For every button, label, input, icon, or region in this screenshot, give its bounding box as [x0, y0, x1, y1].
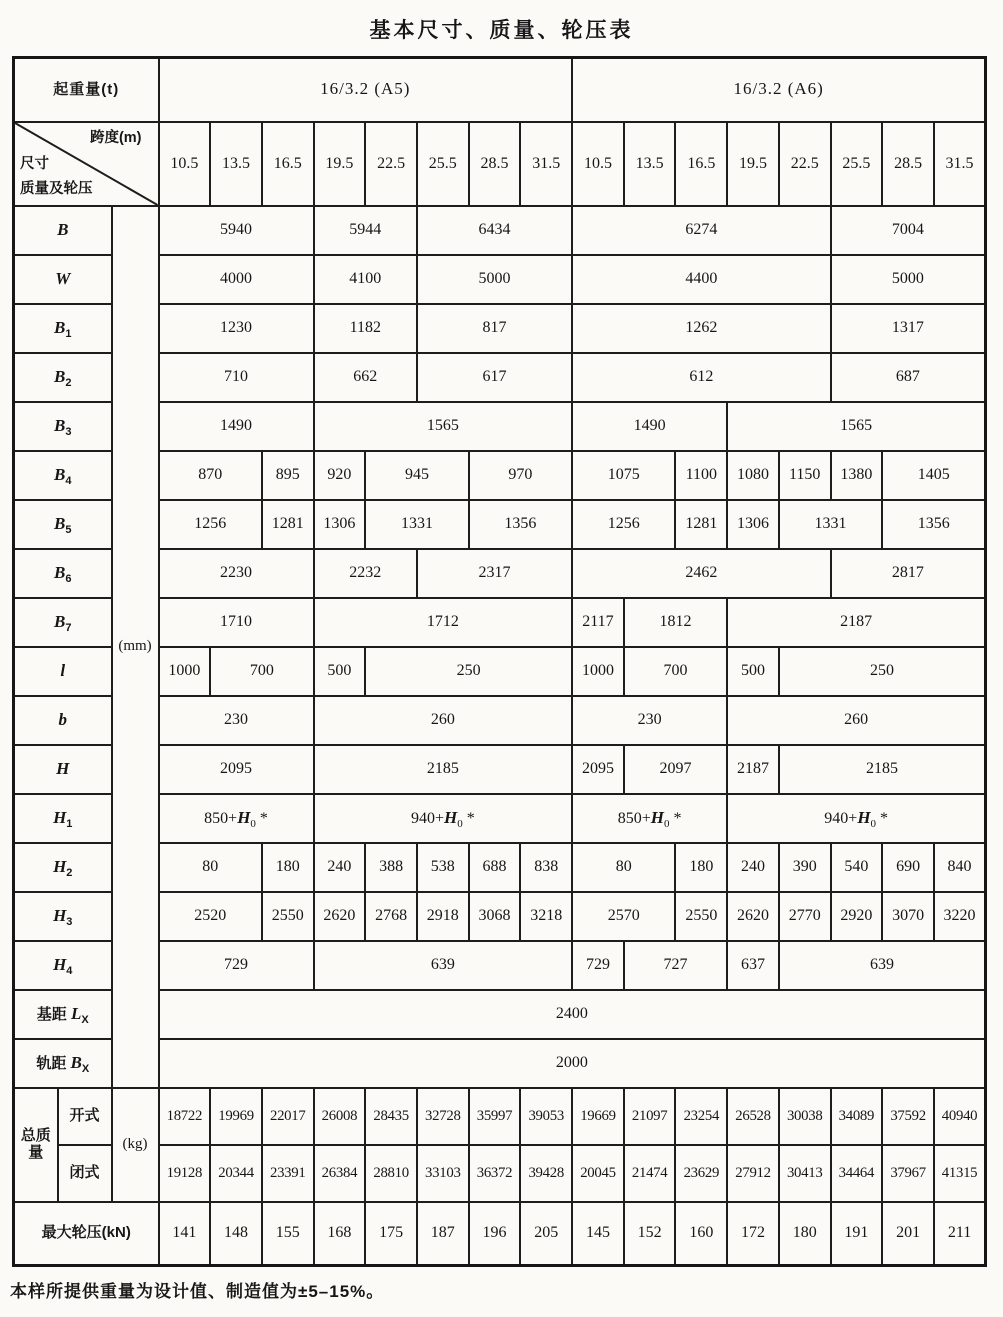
row-label: W: [14, 255, 112, 304]
value-cell: 1317: [831, 304, 986, 353]
value-cell: 2187: [727, 745, 779, 794]
value-cell: 260: [314, 696, 573, 745]
mass-closed-value: 37967: [882, 1145, 934, 1202]
value-cell: 3068: [469, 892, 521, 941]
value-cell: 2095: [159, 745, 314, 794]
wheel-pressure-value: 148: [210, 1202, 262, 1266]
value-cell: 3218: [520, 892, 572, 941]
value-cell: 662: [314, 353, 417, 402]
mass-closed-value: 41315: [934, 1145, 986, 1202]
mass-label: 总质量: [14, 1088, 58, 1202]
value-cell: 4100: [314, 255, 417, 304]
value-cell: 2920: [831, 892, 883, 941]
mass-closed-value: 39428: [520, 1145, 572, 1202]
value-cell: 1712: [314, 598, 573, 647]
diagonal-span-label: 跨度(m): [89, 129, 142, 146]
row-label: 轨距 $B_X$: [14, 1039, 112, 1088]
value-cell: 1075: [572, 451, 675, 500]
col-header: 22.5: [779, 122, 831, 206]
wheel-pressure-value: 145: [572, 1202, 624, 1266]
value-cell: 920: [314, 451, 366, 500]
value-cell: 5940: [159, 206, 314, 255]
value-cell: 2185: [314, 745, 573, 794]
value-cell: 5944: [314, 206, 417, 255]
col-header: 13.5: [624, 122, 676, 206]
mass-open-value: 26008: [314, 1088, 366, 1145]
value-cell: 700: [624, 647, 727, 696]
value-cell: 230: [159, 696, 314, 745]
value-cell: 687: [831, 353, 986, 402]
mass-open-value: 35997: [469, 1088, 521, 1145]
value-cell: 5000: [831, 255, 986, 304]
row-label: H: [14, 745, 112, 794]
mass-closed-value: 30413: [779, 1145, 831, 1202]
row-label: B: [14, 206, 112, 255]
value-cell: 2520: [159, 892, 262, 941]
value-cell: 2620: [727, 892, 779, 941]
wheel-pressure-value: 196: [469, 1202, 521, 1266]
table-row: [14, 500, 986, 549]
value-cell: 2232: [314, 549, 417, 598]
value-cell: 1150: [779, 451, 831, 500]
value-cell: 1306: [314, 500, 366, 549]
mass-open-value: 19669: [572, 1088, 624, 1145]
value-cell: 2550: [262, 892, 314, 941]
value-cell: 1331: [365, 500, 468, 549]
mass-open-value: 30038: [779, 1088, 831, 1145]
row-label: $B_1$: [14, 304, 112, 353]
mass-closed-value: 23629: [675, 1145, 727, 1202]
value-cell: 840: [934, 843, 986, 892]
table-row: [14, 696, 986, 745]
value-cell: 1182: [314, 304, 417, 353]
table-row: [14, 990, 986, 1039]
col-header: 31.5: [520, 122, 572, 206]
mass-open-value: 34089: [831, 1088, 883, 1145]
table-row: [14, 745, 986, 794]
value-cell: 727: [624, 941, 727, 990]
table-row: [14, 892, 986, 941]
row-label: $H_1$: [14, 794, 112, 843]
row-label: 基距 $L_X$: [14, 990, 112, 1039]
mass-open-value: 39053: [520, 1088, 572, 1145]
wheel-pressure-value: 175: [365, 1202, 417, 1266]
value-cell: 388: [365, 843, 417, 892]
wheel-pressure-value: 187: [417, 1202, 469, 1266]
value-cell: 838: [520, 843, 572, 892]
value-cell: 1256: [572, 500, 675, 549]
value-cell: 540: [831, 843, 883, 892]
wheel-pressure-value: 160: [675, 1202, 727, 1266]
value-cell: 2000: [159, 1039, 986, 1088]
value-cell: 1565: [727, 402, 986, 451]
diagonal-header: [14, 122, 159, 206]
wheel-pressure-value: 205: [520, 1202, 572, 1266]
mass-closed-value: 33103: [417, 1145, 469, 1202]
row-label: $B_5$: [14, 500, 112, 549]
value-cell: 637: [727, 941, 779, 990]
mass-closed-label: 闭式: [58, 1145, 112, 1202]
wheel-pressure-value: 141: [159, 1202, 211, 1266]
col-header: 25.5: [831, 122, 883, 206]
table-row: [14, 941, 986, 990]
row-label: $H_2$: [14, 843, 112, 892]
row-label: $B_4$: [14, 451, 112, 500]
table-row: [14, 206, 986, 255]
row-label: $B_7$: [14, 598, 112, 647]
value-cell: 2400: [159, 990, 986, 1039]
table-row: [14, 1088, 986, 1145]
value-cell: 2095: [572, 745, 624, 794]
value-cell: 6274: [572, 206, 830, 255]
table-row: [14, 304, 986, 353]
value-cell: 729: [159, 941, 314, 990]
row-label: $B_2$: [14, 353, 112, 402]
col-header: 10.5: [159, 122, 211, 206]
value-cell: 690: [882, 843, 934, 892]
value-cell: 5000: [417, 255, 572, 304]
wheel-pressure-value: 191: [831, 1202, 883, 1266]
value-cell: 2817: [831, 549, 986, 598]
value-cell: 1812: [624, 598, 727, 647]
col-header: 28.5: [882, 122, 934, 206]
diagonal-size-label: 尺寸: [20, 155, 49, 172]
value-cell: 612: [572, 353, 830, 402]
wheel-pressure-value: 211: [934, 1202, 986, 1266]
table-row: [14, 402, 986, 451]
mass-open-label: 开式: [58, 1088, 112, 1145]
row-label: l: [14, 647, 112, 696]
mass-open-value: 26528: [727, 1088, 779, 1145]
table-row: [14, 549, 986, 598]
value-cell: 1490: [572, 402, 727, 451]
mass-closed-value: 23391: [262, 1145, 314, 1202]
mass-open-value: 32728: [417, 1088, 469, 1145]
value-cell: 1565: [314, 402, 573, 451]
value-cell: 2550: [675, 892, 727, 941]
mass-open-value: 22017: [262, 1088, 314, 1145]
table-row: [14, 451, 986, 500]
value-cell: $940+H_0$ *: [314, 794, 573, 843]
value-cell: 729: [572, 941, 624, 990]
unit-mm: (mm): [112, 206, 159, 1088]
col-header: 22.5: [365, 122, 417, 206]
value-cell: $850+H_0$ *: [159, 794, 314, 843]
table-row: [14, 122, 986, 206]
col-header: 13.5: [210, 122, 262, 206]
value-cell: 1100: [675, 451, 727, 500]
value-cell: 700: [210, 647, 313, 696]
table-row: [14, 647, 986, 696]
page-title: 基本尺寸、质量、轮压表: [369, 19, 634, 42]
col-header: 31.5: [934, 122, 986, 206]
value-cell: 1490: [159, 402, 314, 451]
table-row: [14, 353, 986, 402]
mass-open-value: 18722: [159, 1088, 211, 1145]
mass-closed-value: 19128: [159, 1145, 211, 1202]
mass-closed-value: 36372: [469, 1145, 521, 1202]
value-cell: 1262: [572, 304, 830, 353]
value-cell: 2187: [727, 598, 986, 647]
group-header-a6: 16/3.2 (A6): [572, 58, 986, 122]
row-label: $B_6$: [14, 549, 112, 598]
value-cell: 1256: [159, 500, 262, 549]
col-header: 10.5: [572, 122, 624, 206]
value-cell: 1000: [159, 647, 211, 696]
mass-closed-value: 26384: [314, 1145, 366, 1202]
value-cell: 2097: [624, 745, 727, 794]
value-cell: 230: [572, 696, 727, 745]
value-cell: 6434: [417, 206, 572, 255]
value-cell: 2768: [365, 892, 417, 941]
table-row: [14, 255, 986, 304]
value-cell: 240: [727, 843, 779, 892]
value-cell: 1380: [831, 451, 883, 500]
value-cell: 3070: [882, 892, 934, 941]
value-cell: 3220: [934, 892, 986, 941]
table-row: [14, 794, 986, 843]
value-cell: 500: [314, 647, 366, 696]
value-cell: 80: [159, 843, 262, 892]
value-cell: $850+H_0$ *: [572, 794, 727, 843]
col-header: 16.5: [675, 122, 727, 206]
value-cell: 180: [675, 843, 727, 892]
wheel-pressure-label: 最大轮压(kN): [14, 1202, 159, 1266]
table-row: [14, 1202, 986, 1266]
value-cell: 250: [779, 647, 986, 696]
mass-closed-value: 20344: [210, 1145, 262, 1202]
value-cell: 1710: [159, 598, 314, 647]
value-cell: 1230: [159, 304, 314, 353]
value-cell: 817: [417, 304, 572, 353]
row-label: b: [14, 696, 112, 745]
capacity-header: 起重量(t): [14, 58, 159, 122]
value-cell: 1000: [572, 647, 624, 696]
mass-closed-value: 34464: [831, 1145, 883, 1202]
value-cell: 2117: [572, 598, 624, 647]
mass-closed-value: 28810: [365, 1145, 417, 1202]
col-header: 16.5: [262, 122, 314, 206]
value-cell: 2230: [159, 549, 314, 598]
value-cell: 970: [469, 451, 572, 500]
col-header: 25.5: [417, 122, 469, 206]
mass-closed-value: 27912: [727, 1145, 779, 1202]
diagonal-mass-label: 质量及轮压: [20, 180, 93, 197]
mass-open-value: 40940: [934, 1088, 986, 1145]
wheel-pressure-value: 172: [727, 1202, 779, 1266]
row-label: $B_3$: [14, 402, 112, 451]
value-cell: 1356: [882, 500, 985, 549]
value-cell: 4000: [159, 255, 314, 304]
value-cell: 80: [572, 843, 675, 892]
value-cell: 639: [314, 941, 573, 990]
value-cell: 250: [365, 647, 572, 696]
mass-open-value: 23254: [675, 1088, 727, 1145]
value-cell: 1306: [727, 500, 779, 549]
col-header: 19.5: [727, 122, 779, 206]
value-cell: 945: [365, 451, 468, 500]
table-row: [14, 58, 986, 122]
col-header: 28.5: [469, 122, 521, 206]
table-row: [14, 1145, 986, 1202]
value-cell: 870: [159, 451, 262, 500]
wheel-pressure-value: 155: [262, 1202, 314, 1266]
value-cell: 7004: [831, 206, 986, 255]
value-cell: 2918: [417, 892, 469, 941]
mass-open-value: 37592: [882, 1088, 934, 1145]
value-cell: 538: [417, 843, 469, 892]
value-cell: 639: [779, 941, 986, 990]
value-cell: 240: [314, 843, 366, 892]
wheel-pressure-value: 152: [624, 1202, 676, 1266]
mass-open-value: 19969: [210, 1088, 262, 1145]
value-cell: 390: [779, 843, 831, 892]
value-cell: 2317: [417, 549, 572, 598]
value-cell: 1080: [727, 451, 779, 500]
value-cell: 1405: [882, 451, 985, 500]
mass-closed-value: 20045: [572, 1145, 624, 1202]
value-cell: 1356: [469, 500, 572, 549]
value-cell: 2570: [572, 892, 675, 941]
value-cell: $940+H_0$ *: [727, 794, 986, 843]
value-cell: 2620: [314, 892, 366, 941]
value-cell: 895: [262, 451, 314, 500]
value-cell: 1281: [675, 500, 727, 549]
table-row: [14, 1039, 986, 1088]
spec-table: [12, 56, 987, 1267]
value-cell: 1331: [779, 500, 882, 549]
table-row: [14, 843, 986, 892]
value-cell: 688: [469, 843, 521, 892]
value-cell: 180: [262, 843, 314, 892]
mass-open-value: 28435: [365, 1088, 417, 1145]
value-cell: 2770: [779, 892, 831, 941]
group-header-a5: 16/3.2 (A5): [159, 58, 573, 122]
value-cell: 260: [727, 696, 986, 745]
value-cell: 710: [159, 353, 314, 402]
wheel-pressure-value: 168: [314, 1202, 366, 1266]
col-header: 19.5: [314, 122, 366, 206]
row-label: $H_3$: [14, 892, 112, 941]
mass-open-value: 21097: [624, 1088, 676, 1145]
unit-kg: (kg): [112, 1088, 159, 1202]
wheel-pressure-value: 180: [779, 1202, 831, 1266]
value-cell: 2185: [779, 745, 986, 794]
value-cell: 500: [727, 647, 779, 696]
mass-closed-value: 21474: [624, 1145, 676, 1202]
footnote: 本样所提供重量为设计值、制造值为±5–15%。: [10, 1282, 385, 1301]
row-label: $H_4$: [14, 941, 112, 990]
table-row: [14, 598, 986, 647]
value-cell: 1281: [262, 500, 314, 549]
value-cell: 2462: [572, 549, 830, 598]
value-cell: 4400: [572, 255, 830, 304]
value-cell: 617: [417, 353, 572, 402]
wheel-pressure-value: 201: [882, 1202, 934, 1266]
